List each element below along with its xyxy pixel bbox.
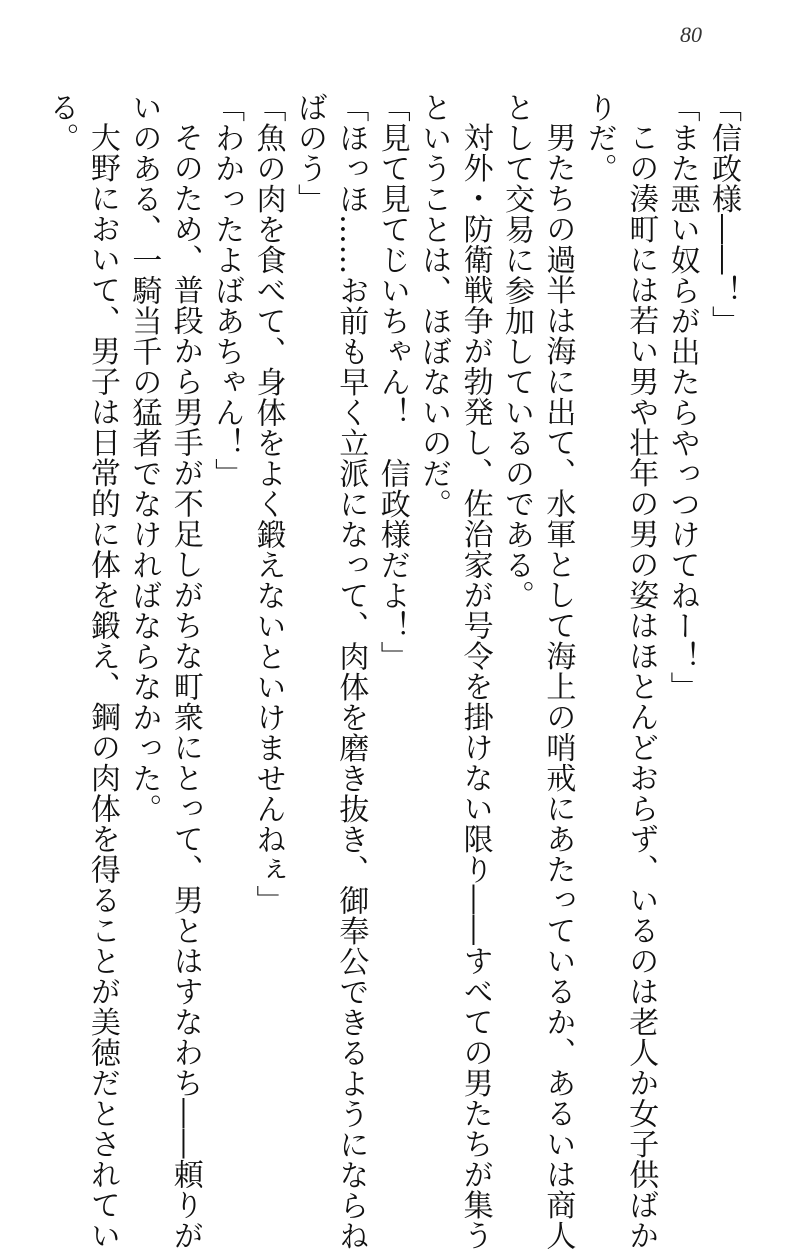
text-line: 男たちの過半は海に出て、水軍として海上の哨戒にあたっているか、あるいは商人 bbox=[540, 122, 576, 1251]
text-line: りだ。 bbox=[581, 92, 617, 184]
text-line: として交易に参加しているのである。 bbox=[498, 92, 534, 611]
page-number: 80 bbox=[680, 22, 702, 47]
text-line: る。 bbox=[43, 92, 79, 153]
text-line: 「ほっほ……お前も早く立派になって、肉体を磨き抜き、御奉公できるようにならね bbox=[333, 92, 369, 1251]
text-line: 「わかったよばあちゃん！」 bbox=[209, 92, 245, 489]
text-line: いのある、一騎当千の猛者でなければならなかった。 bbox=[126, 92, 162, 824]
text-line: 「見て見てじいちゃん！ 信政様だよ！」 bbox=[374, 92, 410, 672]
text-line: 大野において、男子は日常的に体を鍛え、鋼の肉体を得ることが美徳だとされてい bbox=[84, 122, 120, 1251]
text-line: ということは、ほぼないのだ。 bbox=[416, 92, 452, 519]
body-text bbox=[43, 92, 744, 1251]
text-line: そのため、普段から男手が不足しがちな町衆にとって、男とはすなわち――頼りが bbox=[167, 122, 203, 1251]
text-line: 対外・防衛戦争が勃発し、佐治家が号令を掛けない限り――すべての男たちが集う bbox=[457, 122, 493, 1251]
text-line: ばのう」 bbox=[291, 92, 327, 214]
text-line: 「信政様――！」 bbox=[706, 92, 741, 336]
text-line: 「魚の肉を食べて、身体をよく鍛えないといけませんねぇ」 bbox=[250, 92, 286, 916]
text-line: この湊町には若い男や壮年の男の姿はほとんどおらず、いるのは老人か女子供ばか bbox=[623, 122, 659, 1251]
text-line: 「また悪い奴らが出たらやっつけてねー！」 bbox=[664, 92, 700, 702]
